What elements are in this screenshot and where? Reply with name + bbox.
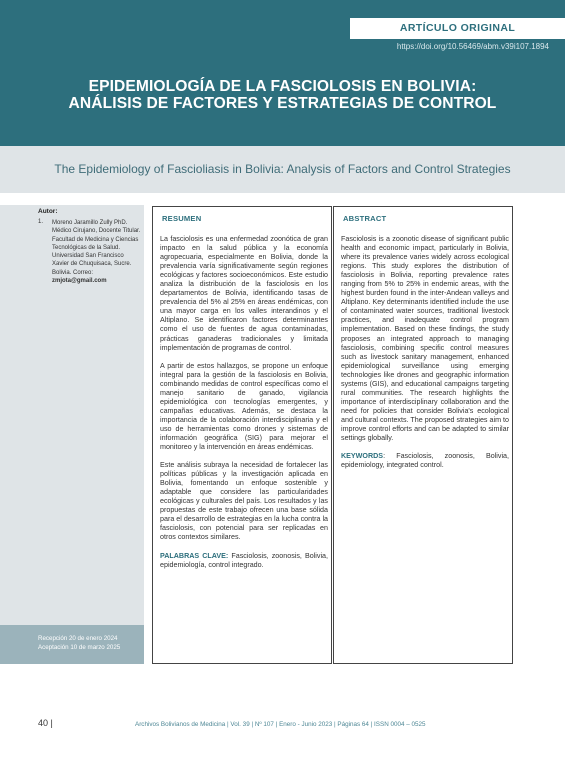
author-details: Moreno Jaramillo Zully PhD. Médico Cirujano, Docente Titular. Facultad de Medicina y Ciencias Tecnológicas de la Salud. Universidad San Francisco Xavier de Chuquisaca, Sucre. Bolivia. <box>52 220 141 276</box>
abstract-heading: ABSTRACT <box>343 214 387 223</box>
article-header <box>0 0 565 146</box>
page-number: 40 | <box>38 718 53 728</box>
resumen-keywords <box>160 552 328 570</box>
resumen-body <box>160 235 328 579</box>
resumen-heading: RESUMEN <box>162 214 202 223</box>
email-label: Correo: <box>73 269 94 276</box>
resumen-paragraph-1: La fasciolosis es una enfermedad zoonótica de gran impacto en la salud pública y la economía agropecuaria, especialmente en Bolivia, donde la prevalencia varía significativamente según regiones ecológicas y factores socioeconómicos. Este estudio analiza la distribución de la fasciolosis en los departamentos de Bolivia, identificando tasas de prevalencia del 5% al 25% en áreas endémicas, con una mayor carga en los valles interandinos y el Altiplano. Se identificaron factores determinantes como el uso de fuentes de agua contaminadas, prácticas ganaderas tradicionales y limitada implementación de programas de control. <box>160 235 328 352</box>
doi-link[interactable]: https://doi.org/10.56469/abm.v39i107.1894 <box>396 42 549 51</box>
title-line-1: EPIDEMIOLOGÍA DE LA FASCIOLOSIS EN BOLIVIA: <box>88 78 477 95</box>
submission-dates <box>38 635 120 652</box>
resumen-paragraph-3: Este análisis subraya la necesidad de fortalecer las políticas públicas y la investigación aplicada en Bolivia, fomentando un enfoque sostenible y adaptable que considere las particularidades ecológicas y culturales del país. Los resultados y las propuestas de este trabajo ofrecen una base sólida para el desarrollo de estrategias en la lucha contra la fasciolosis, con potencial para ser replicadas en otros contextos similares. <box>160 461 328 542</box>
keywords-label-es: PALABRAS CLAVE: <box>160 551 229 560</box>
resumen-paragraph-2: A partir de estos hallazgos, se propone un enfoque integral para la gestión de la fasciolosis en Bolivia, combinando medidas de control específicas como el manejo sanitario de ganado, vigilancia epidemiológica con tecnologías emergentes, y campañas educativas. Además, se destaca la importancia de la colaboración interdisciplinaria y el uso de herramientas como drones y sistemas de información geográfica (SIG) para mejorar el monitoreo y la intervención en áreas endémicas. <box>160 361 328 452</box>
article-title <box>30 78 535 112</box>
keywords-es: Fasciolosis, zoonosis, Bolivia, epidemiología, control integrado. <box>160 551 328 569</box>
journal-footer: Archivos Bolivianos de Medicina | Vol. 39 | Nº 107 | Enero - Junio 2023 | Páginas 64 | ISSN 0004 – 0525 <box>135 721 426 728</box>
abstract-column <box>333 206 513 664</box>
accepted-date: Aceptación 10 de marzo 2025 <box>38 643 121 651</box>
resumen-column <box>152 206 332 664</box>
author-heading: Autor: <box>38 208 58 215</box>
received-date: Recepción 20 de enero 2024 <box>38 635 118 642</box>
english-title: The Epidemiology of Fascioliasis in Bolivia: Analysis of Factors and Control Strategies <box>54 162 511 176</box>
title-line-2: ANÁLISIS DE FACTORES Y ESTRATEGIAS DE CONTROL <box>68 95 497 112</box>
keywords-en: : Fasciolosis, zoonosis, Bolivia, epidemiology, integrated control. <box>341 452 509 470</box>
keywords-label-en: KEYWORDS <box>341 452 384 461</box>
abstract-paragraph-1: Fasciolosis is a zoonotic disease of significant public health and economic impact, particularly in Bolivia, where its prevalence varies widely across ecological regions. This study explores the distribution of fasciolosis in Bolivia, reporting prevalence rates ranging from 5% to 25% in endemic areas, with the highest burden found in the inter-Andean valleys and Altiplano. Key determinants identified include the use of contaminated water sources, traditional livestock practices, and inadequate control program implementation. Based on these findings, the study proposes an integrated approach to managing fasciolosis, combining specific control measures such as livestock sanitary management, enhanced epidemiological surveillance using emerging technologies like drones and geographic information systems (GIS), and educational campaigns targeting rural communities. The research highlights the importance of interdisciplinary collaboration and the need for policies that consider Bolivia's ecological and cultural contexts. The proposed strategies aim to improve control efforts and can be adapted to similar settings globally. <box>341 235 509 443</box>
abstract-body <box>341 235 509 479</box>
author-email[interactable]: zmjota@gmail.com <box>52 278 107 285</box>
author-number: 1. <box>38 219 44 225</box>
author-affiliation <box>52 219 142 285</box>
english-title-band <box>0 146 565 193</box>
abstract-keywords <box>341 452 509 470</box>
article-type-badge: ARTÍCULO ORIGINAL <box>350 18 565 39</box>
